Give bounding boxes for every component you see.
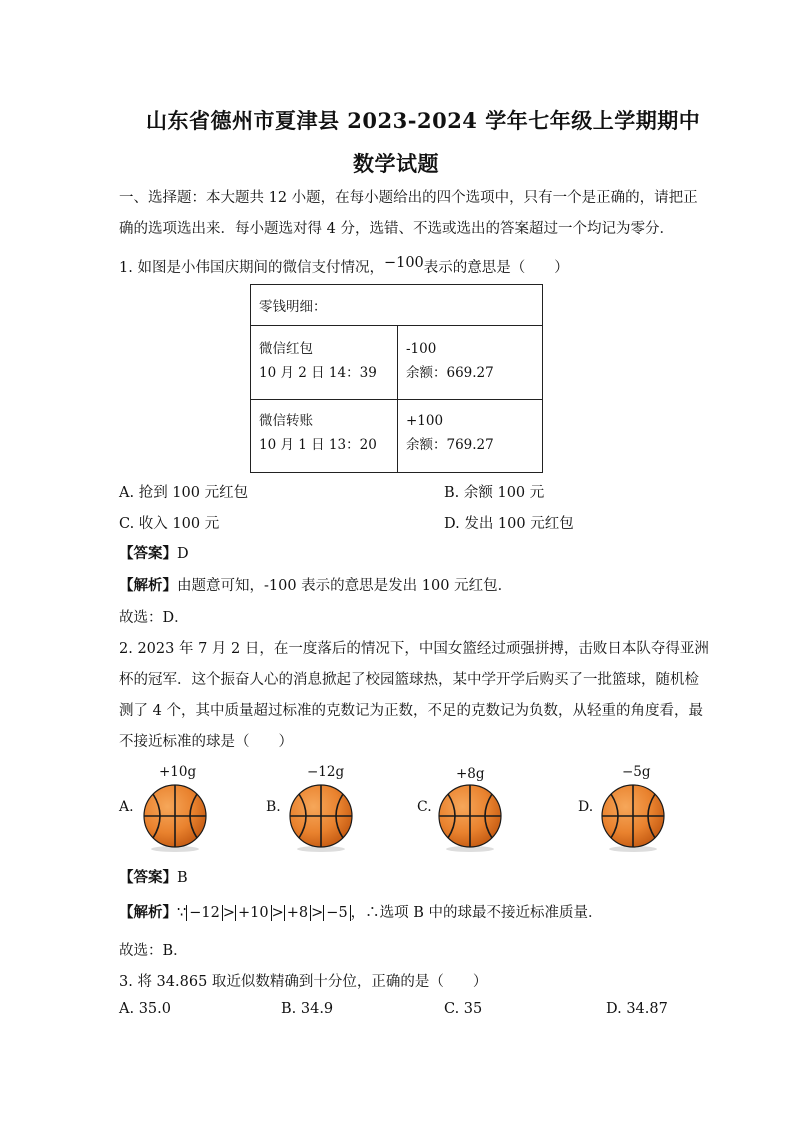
q2-option-b-letter: B.: [266, 799, 281, 815]
ledger-row2-balance: 余额：769.27: [406, 437, 494, 453]
q1-option-c[interactable]: C. 收入 100 元: [119, 516, 220, 532]
q3-option-d[interactable]: D. 34.87: [606, 1001, 668, 1017]
abs-value-3: +8: [284, 905, 311, 921]
basketball-icon: [598, 783, 668, 853]
abs-value-2: +10: [235, 905, 272, 921]
page-title-line1: 山东省德州市夏津县 2023-2024 学年七年级上学期期中: [146, 108, 701, 133]
q2-answer-value: B: [177, 870, 188, 886]
ledger-row1-amounts: [398, 326, 543, 400]
q1-option-d[interactable]: D. 发出 100 元红包: [444, 516, 574, 532]
ledger-row2-time: 10 月 1 日 13：20: [259, 437, 377, 453]
ledger-row2-name: 微信转账: [259, 413, 313, 429]
q2-analysis-tag: 【解析】: [119, 904, 177, 921]
gt-sign: >: [311, 905, 324, 921]
basketball-icon: [435, 783, 505, 853]
ledger-row1-balance: 余额：669.27: [406, 365, 494, 381]
wallet-ledger-table: [250, 284, 543, 473]
q2-option-d-letter: D.: [578, 799, 594, 815]
basketball-icon: [140, 783, 210, 853]
q2-stem-line2: 杯的冠军．这个振奋人心的消息掀起了校园篮球热，某中学开学后购买了一批篮球，随机检: [119, 672, 699, 688]
ledger-row1-desc: [251, 326, 398, 400]
ledger-header: 零钱明细：: [251, 285, 543, 326]
basketball-icon: [286, 783, 356, 853]
q1-answer-value: D: [177, 546, 189, 562]
q2-stem-line3: 测了 4 个，其中质量超过标准的克数记为正数，不足的克数记为负数，从轻重的角度看，最: [119, 703, 703, 719]
q3-option-c[interactable]: C. 35: [444, 1001, 483, 1017]
q2-ball-a-label: +10g: [159, 764, 197, 780]
ledger-row2-amounts: [398, 400, 543, 473]
q2-analysis: [119, 901, 603, 922]
q3-option-a[interactable]: A. 35.0: [119, 1001, 171, 1017]
ledger-row2-desc: [251, 400, 398, 473]
q2-answer-tag: 【答案】: [119, 869, 177, 886]
q2-ball-c-label: +8g: [456, 766, 485, 782]
q2-answer: [119, 866, 188, 887]
abs-value-1: −12: [186, 905, 223, 921]
q3-option-b[interactable]: B. 34.9: [281, 1001, 334, 1017]
q1-answer: [119, 542, 189, 563]
abs-value-4: −5: [323, 905, 350, 921]
q1-stem-a: 1. 如图是小伟国庆期间的微信支付情况，: [119, 260, 384, 276]
q2-option-c-letter: C.: [417, 799, 432, 815]
q1-analysis-tag: 【解析】: [119, 577, 177, 594]
section-intro-line2: 确的选项选出来．每小题选对得 4 分，选错、不选或选出的答案超过一个均记为零分．: [119, 221, 674, 237]
q1-option-b[interactable]: B. 余额 100 元: [444, 485, 545, 501]
q1-option-a[interactable]: A. 抢到 100 元红包: [119, 485, 249, 501]
q3-stem: 3. 将 34.865 取近似数精确到十分位，正确的是（ ）: [119, 974, 488, 990]
q2-analysis-because: ∵: [177, 905, 187, 921]
q2-stem-line1: 2. 2023 年 7 月 2 日，在一度落后的情况下，中国女篮经过顽强拼搏，击败日本队夺得亚洲: [119, 641, 709, 657]
q2-stem-line4: 不接近标准的球是（ ）: [119, 734, 293, 750]
q2-analysis-conclusion: ，∴选项 B 中的球最不接近标准质量．: [350, 905, 603, 921]
ledger-row1-name: 微信红包: [259, 341, 313, 357]
gt-sign: >: [271, 905, 284, 921]
q1-analysis: [119, 574, 512, 595]
q2-ball-b-label: −12g: [307, 764, 345, 780]
q1-answer-tag: 【答案】: [119, 545, 177, 562]
q1-stem-b: 表示的意思是（ ）: [423, 260, 569, 276]
q1-conclusion: 故选：D．: [119, 610, 189, 626]
ledger-row1-amount: -100: [406, 341, 437, 357]
ledger-row2-amount: +100: [406, 413, 444, 429]
gt-sign: >: [222, 905, 235, 921]
q2-option-a-letter: A.: [119, 799, 134, 815]
q1-analysis-text: 由题意可知，-100 表示的意思是发出 100 元红包．: [177, 578, 513, 594]
q1-stem-num: −100: [383, 255, 424, 271]
section-intro-line1: 一、选择题：本大题共 12 小题，在每小题给出的四个选项中，只有一个是正确的，请把正: [119, 190, 698, 206]
q1-stem: [119, 256, 569, 277]
q2-ball-d-label: −5g: [622, 764, 651, 780]
page-title-line2: 数学试题: [353, 151, 439, 176]
q2-conclusion: 故选：B．: [119, 943, 188, 959]
ledger-row1-time: 10 月 2 日 14：39: [259, 365, 377, 381]
